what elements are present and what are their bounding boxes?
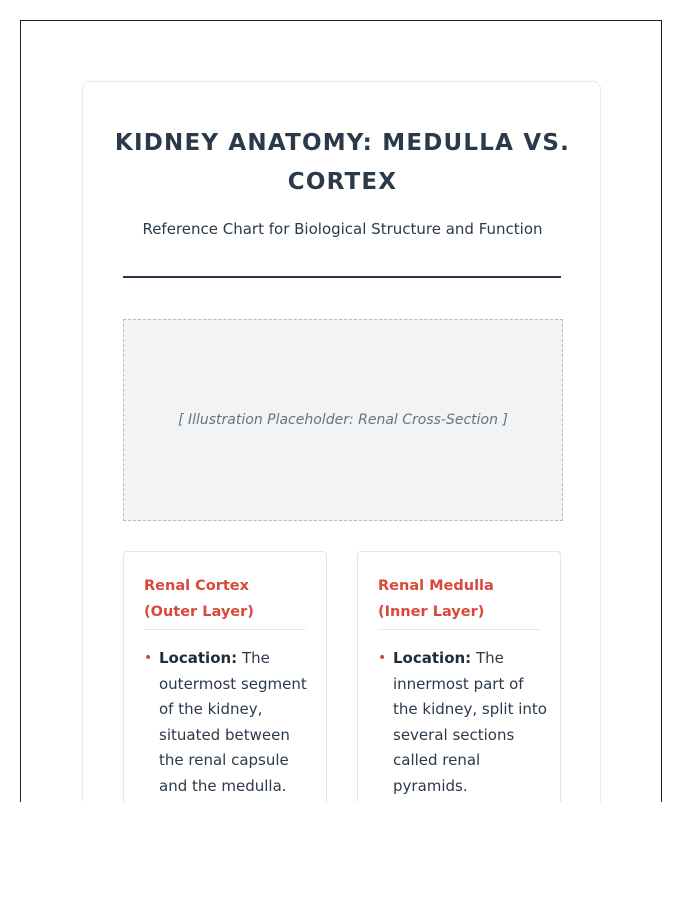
section-divider (378, 629, 540, 630)
bullet-icon: • (144, 650, 153, 666)
bullet-list (144, 646, 314, 799)
bullet-term: Location: (159, 649, 238, 667)
bullet-text: The innermost part of the kidney, split into several sections called renal pyramids. (393, 649, 547, 795)
browser-viewport (20, 20, 662, 802)
illustration-placeholder (123, 319, 563, 521)
bullet-list (378, 646, 548, 799)
title-divider (123, 276, 561, 278)
section-renal-cortex (123, 551, 327, 802)
section-heading: Renal Medulla (Inner Layer) (378, 578, 494, 620)
bullet-text: The outermost segment of the kidney, situated between the renal capsule and the medulla. (159, 649, 307, 795)
page-title: KIDNEY ANATOMY: MEDULLA VS. CORTEX (114, 130, 571, 195)
illustration-placeholder-text: [ Illustration Placeholder: Renal Cross-Section ] (178, 412, 508, 428)
page-subtitle: Reference Chart for Biological Structure and Function (142, 220, 543, 238)
bullet-icon: • (378, 650, 387, 666)
list-item (378, 646, 548, 799)
list-item (144, 646, 314, 799)
bullet-term: Location: (393, 649, 472, 667)
section-renal-medulla (357, 551, 561, 802)
section-heading: Renal Cortex (Outer Layer) (144, 578, 254, 620)
reference-chart-card (82, 81, 601, 802)
section-divider (144, 629, 306, 630)
